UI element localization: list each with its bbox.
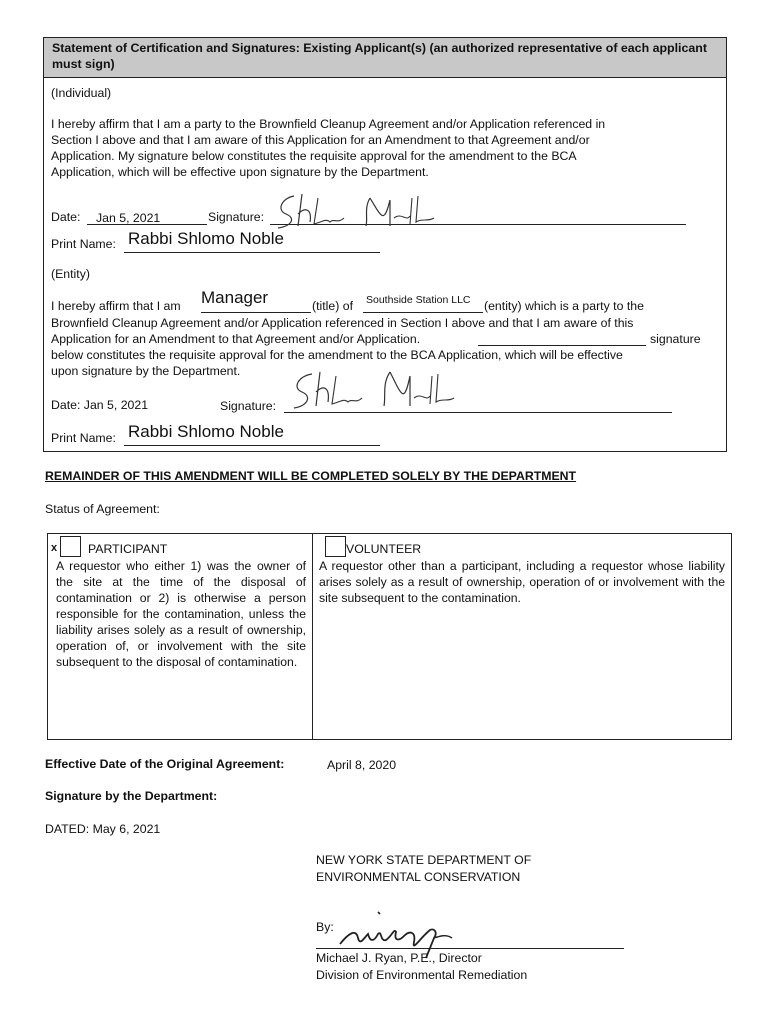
status-table xyxy=(47,533,732,740)
entity-line-1: Brownfield Cleanup Agreement and/or Application referenced in Section I above and that I am aware of this xyxy=(51,316,634,330)
individual-affirm-line-3: Application. My signature below constitutes the requisite approval for the amendment to the BCA xyxy=(51,149,577,163)
status-label: Status of Agreement: xyxy=(45,502,160,516)
by-label: By: xyxy=(316,920,334,934)
dated-line: DATED: May 6, 2021 xyxy=(45,822,161,836)
participant-description: A requestor who either 1) was the owner of the site at the time of the disposal of contamination or 2) is otherwise a person responsible for the contamination, unless the liability arises solely as a result of ownership, operation of, or involvement with the site subsequent to the disposal of contamination. xyxy=(56,559,306,669)
status-divider xyxy=(312,534,313,739)
individual-affirm-line-2: Section I above and that I am aware of this Application for an Amendment to that Agreement and/or xyxy=(51,133,590,147)
entity-signature-blank xyxy=(478,345,646,346)
volunteer-title: VOLUNTEER xyxy=(346,542,422,556)
entity-title-line xyxy=(201,312,311,313)
individual-signature-label: Signature: xyxy=(208,210,265,224)
individual-affirm-line-1: I hereby affirm that I am a party to the Brownfield Cleanup Agreement and/or Application referenced in xyxy=(51,117,606,131)
individual-print-name-label: Print Name: xyxy=(51,237,116,251)
participant-checkbox[interactable] xyxy=(60,536,81,557)
volunteer-checkbox[interactable] xyxy=(325,536,346,557)
entity-line-4: below constitutes the requisite approval for the amendment to the BCA Application, which will be effective xyxy=(51,348,623,362)
entity-name-line xyxy=(363,312,483,313)
entity-date: Date: Jan 5, 2021 xyxy=(51,398,149,412)
effective-date-label: Effective Date of the Original Agreement: xyxy=(45,757,285,771)
entity-signature-image xyxy=(288,364,458,414)
entity-title-suffix: (title) of xyxy=(312,299,353,313)
individual-date-label: Date: xyxy=(51,210,81,224)
individual-date-value: Jan 5, 2021 xyxy=(96,211,161,225)
department-signer: Michael J. Ryan, P.E., Director xyxy=(316,951,482,965)
entity-signature-label: Signature: xyxy=(220,399,277,413)
entity-print-name-value: Rabbi Shlomo Noble xyxy=(128,422,284,441)
participant-title: PARTICIPANT xyxy=(88,542,168,556)
individual-print-name-line xyxy=(124,252,380,253)
participant-mark: x xyxy=(51,542,58,554)
department-division: Division of Environmental Remediation xyxy=(316,968,528,982)
individual-print-name-value: Rabbi Shlomo Noble xyxy=(128,229,284,248)
remainder-heading: REMAINDER OF THIS AMENDMENT WILL BE COMPLETED SOLELY BY THE DEPARTMENT xyxy=(45,469,577,483)
individual-affirm-line-4: Application, which will be effective upon signature by the Department. xyxy=(51,165,429,179)
department-name-line-1: NEW YORK STATE DEPARTMENT OF xyxy=(316,853,532,867)
entity-print-name-line xyxy=(124,445,380,446)
signature-department-label: Signature by the Department: xyxy=(45,789,218,803)
entity-name-value: Southside Station LLC xyxy=(366,294,471,306)
entity-print-name-label: Print Name: xyxy=(51,431,116,445)
certification-header: Statement of Certification and Signatures: Existing Applicant(s) (an authorized representative of each applicant must sign) xyxy=(44,38,726,78)
entity-name-suffix: (entity) which is a party to the xyxy=(484,299,644,313)
certification-box xyxy=(43,37,727,452)
entity-title-value: Manager xyxy=(201,288,269,307)
individual-signature-image xyxy=(272,188,442,233)
entity-affirm-prefix: I hereby affirm that I am xyxy=(51,299,181,313)
entity-label: (Entity) xyxy=(51,267,90,281)
volunteer-description: A requestor other than a participant, including a requestor whose liability arises solely as a result of ownership, operation of or involvement with the site subsequent to the contamination. xyxy=(319,559,725,605)
entity-line-5: upon signature by the Department. xyxy=(51,364,241,378)
entity-line-2: Application for an Amendment to that Agreement and/or Application. xyxy=(51,332,421,346)
effective-date-value: April 8, 2020 xyxy=(327,758,397,772)
individual-label: (Individual) xyxy=(51,86,112,100)
entity-line-3: signature xyxy=(650,332,701,346)
department-name-line-2: ENVIRONMENTAL CONSERVATION xyxy=(316,870,521,884)
